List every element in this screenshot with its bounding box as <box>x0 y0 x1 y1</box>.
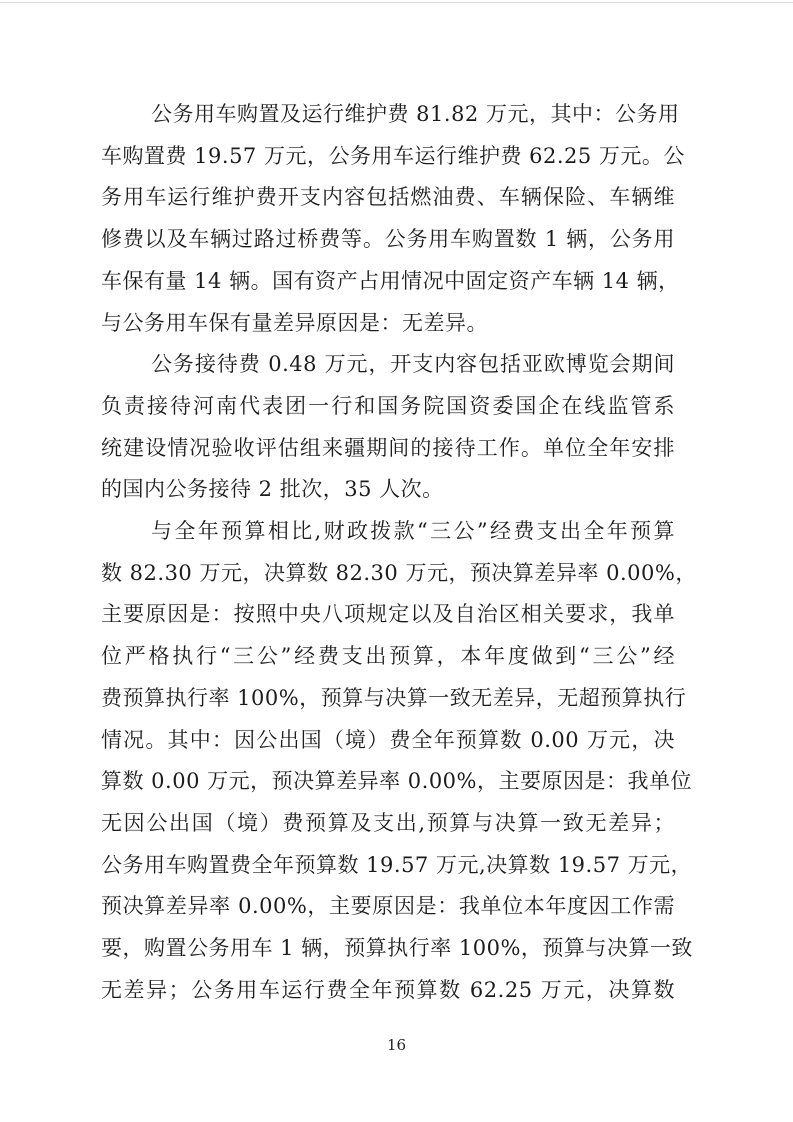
text-line: 无因公出国（境）费预算及支出,预算与决算一致无差异； <box>101 810 675 835</box>
text-line: 公务接待费 0.48 万元，开支内容包括亚欧博览会期间 <box>151 352 675 377</box>
text-line: 位严格执行“三公”经费支出预算，本年度做到“三公”经 <box>101 644 675 669</box>
text-line: 主要原因是：按照中央八项规定以及自治区相关要求，我单 <box>101 602 675 627</box>
scan-edge-line <box>0 2 793 3</box>
text-line: 修费以及车辆过路过桥费等。公务用车购置数 1 辆，公务用 <box>101 227 675 252</box>
text-line: 车保有量 14 辆。国有资产占用情况中固定资产车辆 14 辆， <box>101 268 680 293</box>
text-line: 情况。其中：因公出国（境）费全年预算数 0.00 万元，决 <box>101 727 675 752</box>
text-line: 负责接待河南代表团一行和国务院国资委国企在线监管系 <box>101 393 675 418</box>
text-line: 与全年预算相比,财政拨款“三公”经费支出全年预算 <box>151 519 675 544</box>
text-line: 的国内公务接待 2 批次，35 人次。 <box>101 477 444 502</box>
text-line: 数 82.30 万元，决算数 82.30 万元，预决算差异率 0.00%， <box>101 560 697 585</box>
document-body <box>101 94 697 1011</box>
page-footer <box>0 1036 793 1054</box>
text-line: 无差异；公务用车运行费全年预算数 62.25 万元，决算数 <box>101 977 675 1002</box>
text-line: 算数 0.00 万元，预决算差异率 0.00%，主要原因是：我单位 <box>101 769 692 794</box>
text-line: 与公务用车保有量差异原因是：无差异。 <box>101 310 488 335</box>
text-line: 要，购置公务用车 1 辆，预算执行率 100%，预算与决算一致 <box>101 936 693 961</box>
text-line: 统建设情况验收评估组来疆期间的接待工作。单位全年安排 <box>101 435 675 460</box>
text-line: 车购置费 19.57 万元，公务用车运行维护费 62.25 万元。公 <box>101 143 685 168</box>
text-line: 公务用车购置及运行维护费 81.82 万元，其中：公务用 <box>151 102 680 126</box>
text-line: 费预算执行率 100%，预算与决算一致无差异，无超预算执行 <box>101 685 687 710</box>
page-number: 16 <box>386 1036 407 1054</box>
text-line: 公务用车购置费全年预算数 19.57 万元,决算数 19.57 万元， <box>101 852 693 877</box>
text-line: 预决算差异率 0.00%，主要原因是：我单位本年度因工作需 <box>101 894 675 919</box>
text-line: 务用车运行维护费开支内容包括燃油费、车辆保险、车辆维 <box>101 185 675 210</box>
